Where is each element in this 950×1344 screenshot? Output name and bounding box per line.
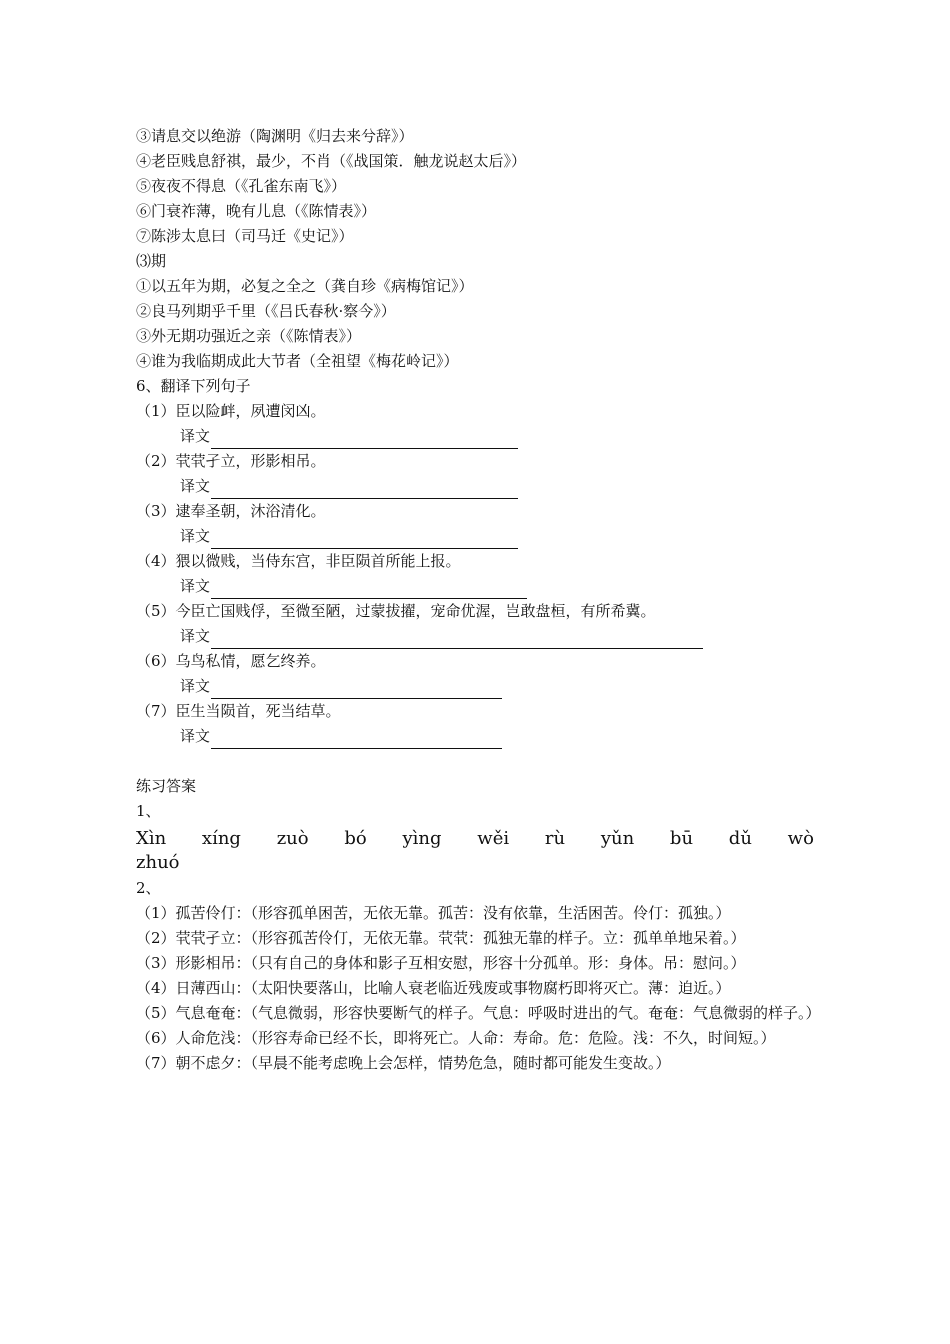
answer-item: （5）气息奄奄：（气息微弱，形容快要断气的样子。气息：呼吸时进出的气。奄奄：气息微弱的样子。） [136, 1004, 821, 1022]
translate-answer-row [136, 574, 816, 599]
answer-item: （1）孤苦伶仃：（形容孤单困苦，无依无靠。孤苦：没有依靠，生活困苦。伶仃：孤独。） [136, 904, 731, 922]
spacer [136, 749, 816, 774]
answer-item: （3）形影相吊：（只有自己的身体和影子互相安慰，形容十分孤单。形：身体。吊：慰问。） [136, 954, 746, 972]
pinyin-word: xíng [201, 828, 241, 849]
qi-item: ④谁为我临期成此大节者（全祖望《梅花岭记》） [136, 352, 459, 370]
translate-sentence: （4）猥以微贱，当侍东宫，非臣陨首所能上报。 [136, 552, 461, 570]
pinyin-word: wěi [477, 828, 510, 849]
pinyin-word: zuò [276, 828, 309, 849]
answers-heading: 练习答案 [136, 777, 197, 795]
translate-sentence: （1）臣以险衅，夙遭闵凶。 [136, 402, 326, 420]
translate-answer-row [136, 724, 816, 749]
answer-item: （7）朝不虑夕：（早晨不能考虑晚上会怎样，情势危急，随时都可能发生变故。） [136, 1054, 671, 1072]
answer-blank[interactable] [211, 429, 518, 449]
pinyin-word: dǔ [728, 828, 752, 849]
translate-heading: 6、翻译下列句子 [136, 377, 251, 395]
translate-answer-row [136, 474, 816, 499]
answer-blank[interactable] [211, 679, 502, 699]
document-content [136, 124, 821, 1076]
yan-item: ⑥门衰祚薄，晚有儿息（《陈情表》） [136, 202, 377, 220]
translate-sentence: （3）逮奉圣朝，沐浴清化。 [136, 502, 326, 520]
translate-label: 译文 [180, 427, 211, 445]
answer-1-label: 1、 [136, 802, 161, 820]
yan-item: ⑤夜夜不得息（《孔雀东南飞》） [136, 177, 347, 195]
qi-item: ②良马列期乎千里（《吕氏春秋·察今》） [136, 302, 396, 320]
pinyin-word: rù [544, 828, 566, 849]
pinyin-word: wò [787, 828, 814, 849]
translate-answer-row [136, 624, 816, 649]
answer-item: （2）茕茕孑立：（形容孤苦伶仃，无依无靠。茕茕：孤独无靠的样子。立：孤单单地呆着。） [136, 929, 746, 947]
qi-item: ①以五年为期，必复之全之（龚自珍《病梅馆记》） [136, 277, 474, 295]
answer-blank[interactable] [211, 479, 518, 499]
yan-item: ⑦陈涉太息曰（司马迁《史记》） [136, 227, 354, 245]
translate-sentence: （7）臣生当陨首，死当结草。 [136, 702, 341, 720]
translate-answer-row [136, 674, 816, 699]
translate-label: 译文 [180, 727, 211, 745]
translate-label: 译文 [180, 627, 211, 645]
translate-label: 译文 [180, 527, 211, 545]
translate-sentence: （2）茕茕孑立，形影相吊。 [136, 452, 326, 470]
pinyin-row [136, 825, 814, 852]
translate-label: 译文 [180, 477, 211, 495]
qi-item: ③外无期功强近之亲（《陈情表》） [136, 327, 362, 345]
yan-item: ④老臣贱息舒祺，最少，不肖（《战国策．触龙说赵太后》） [136, 152, 527, 170]
pinyin-word: yìng [402, 828, 442, 849]
answer-blank[interactable] [211, 579, 527, 599]
translate-label: 译文 [180, 677, 211, 695]
pinyin-word: bó [344, 828, 367, 849]
pinyin-word: yǔn [600, 828, 635, 849]
answer-blank[interactable] [211, 629, 703, 649]
answer-blank[interactable] [211, 529, 518, 549]
answer-2-label: 2、 [136, 879, 161, 897]
answer-item: （6）人命危浅：（形容寿命已经不长，即将死亡。人命：寿命。危：危险。浅：不久，时间短。） [136, 1029, 776, 1047]
translate-answer-row [136, 524, 816, 549]
pinyin-word: Xìn [136, 828, 167, 849]
pinyin-word: bū [669, 828, 694, 849]
qi-heading: ⑶期 [136, 252, 167, 270]
translate-sentence: （5）今臣亡国贱俘，至微至陋，过蒙拔擢，宠命优渥，岂敢盘桓，有所希冀。 [136, 602, 656, 620]
answer-blank[interactable] [211, 729, 502, 749]
yan-item: ③请息交以绝游（陶渊明《归去来兮辞》） [136, 127, 414, 145]
answer-item: （4）日薄西山：（太阳快要落山，比喻人衰老临近残废或事物腐朽即将灭亡。薄：迫近。） [136, 979, 731, 997]
translate-answer-row [136, 424, 816, 449]
translate-sentence: （6）乌鸟私情，愿乞终养。 [136, 652, 326, 670]
translate-label: 译文 [180, 577, 211, 595]
pinyin-word: zhuó [136, 852, 180, 873]
